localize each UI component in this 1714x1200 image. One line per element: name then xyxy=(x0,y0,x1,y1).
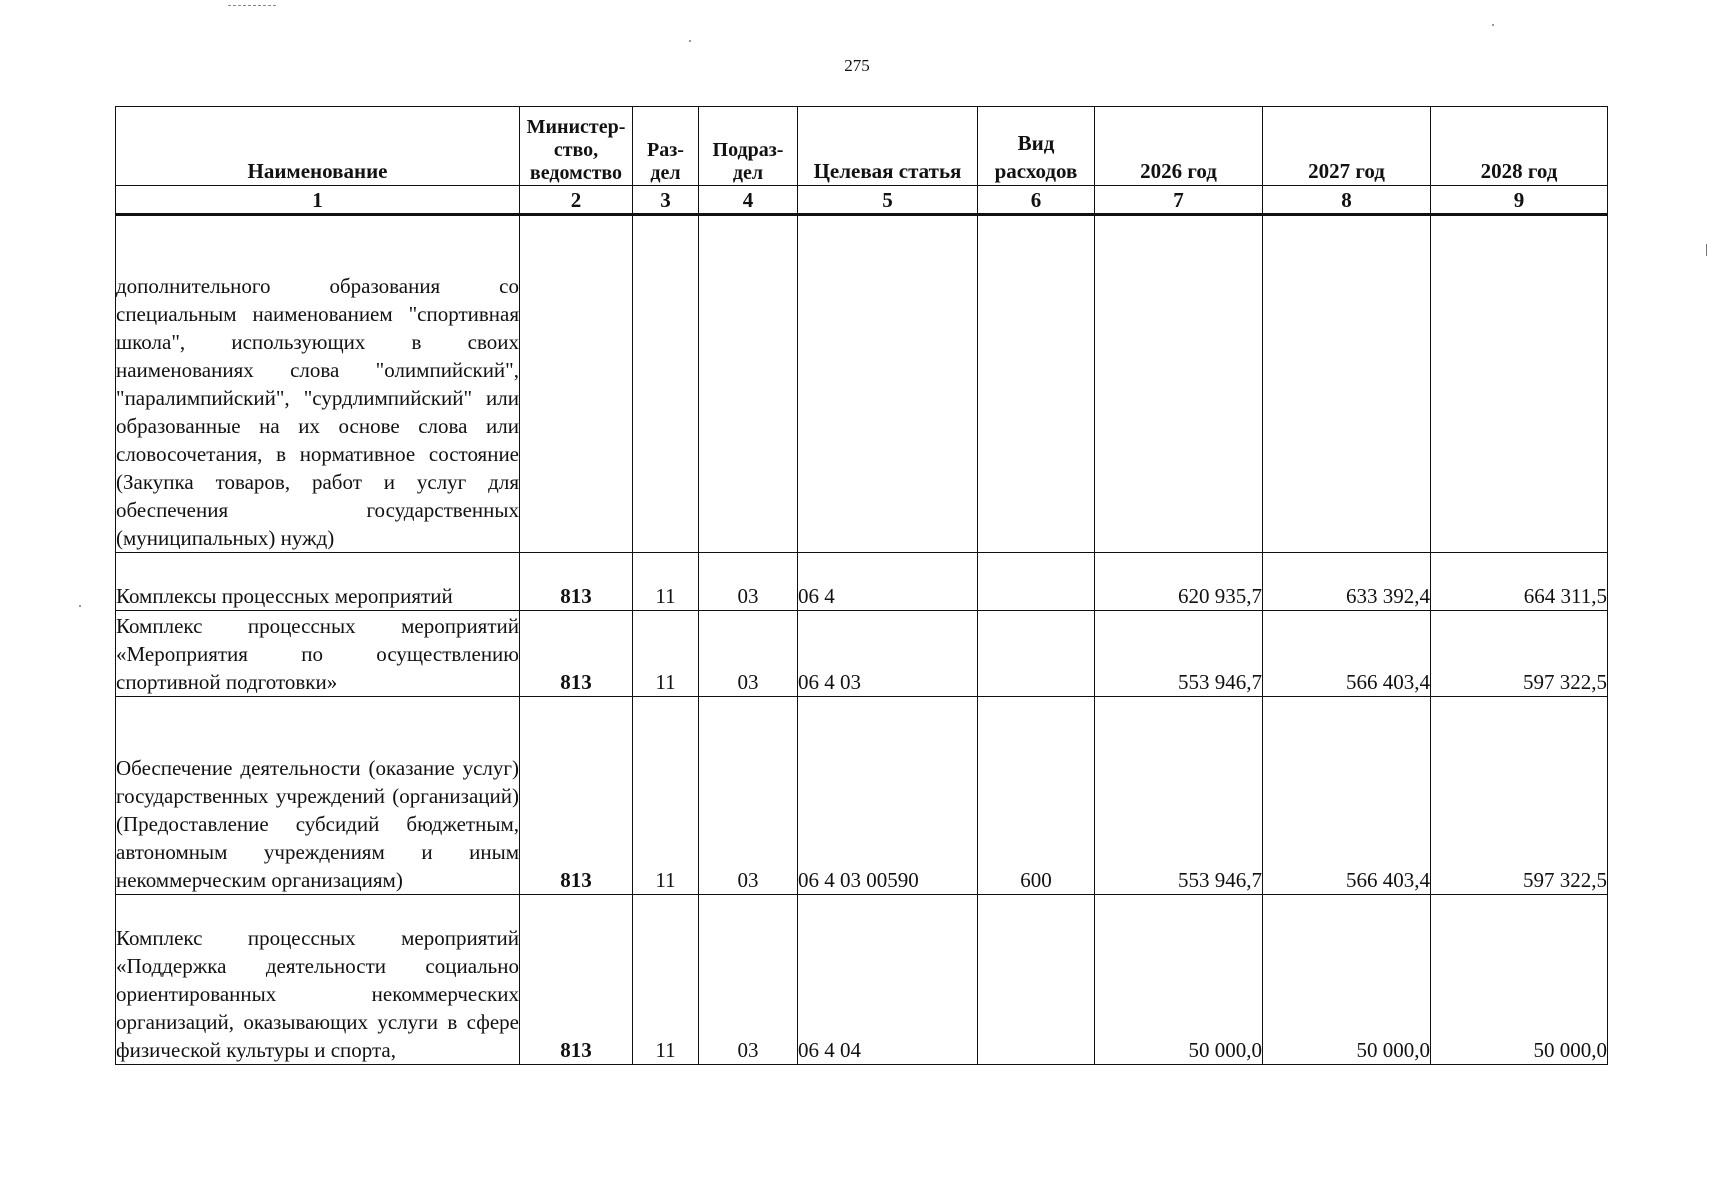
row-amount-2027: 566 403,4 xyxy=(1263,697,1431,895)
table-row xyxy=(116,895,1608,1065)
row-subsection xyxy=(699,215,798,553)
header-target-article: Целевая статья xyxy=(798,107,978,186)
column-number: 5 xyxy=(798,186,978,215)
table-row xyxy=(116,611,1608,697)
column-number: 8 xyxy=(1263,186,1431,215)
row-amount-2027: 566 403,4 xyxy=(1263,611,1431,697)
row-target-article: 06 4 03 xyxy=(798,611,978,697)
header-year-2026: 2026 год xyxy=(1095,107,1263,186)
row-section: 11 xyxy=(633,553,699,611)
row-ministry: 813 xyxy=(520,697,633,895)
row-section: 11 xyxy=(633,697,699,895)
header-subsection: Подраз-дел xyxy=(699,107,798,186)
column-number-row xyxy=(116,186,1608,215)
row-amount-2028: 597 322,5 xyxy=(1431,611,1608,697)
row-expense-type xyxy=(978,215,1095,553)
row-amount-2028: 597 322,5 xyxy=(1431,697,1608,895)
header-year-2028: 2028 год xyxy=(1431,107,1608,186)
column-number: 2 xyxy=(520,186,633,215)
row-name: Комплексы процессных мероприятий xyxy=(116,553,520,611)
budget-table xyxy=(115,106,1608,1065)
table-row xyxy=(116,553,1608,611)
row-amount-2028 xyxy=(1431,215,1608,553)
row-name: Комплекс процессных мероприятий «Поддержка деятельности социально ориентированных некоммерческих организаций, оказывающих услуги в сфере физической культуры и спорта, xyxy=(116,895,520,1065)
scan-artifact xyxy=(228,5,276,6)
row-target-article: 06 4 03 00590 xyxy=(798,697,978,895)
scan-artifact xyxy=(1492,24,1494,26)
table-row xyxy=(116,697,1608,895)
page-number: 275 xyxy=(844,56,870,75)
column-number: 6 xyxy=(978,186,1095,215)
row-subsection: 03 xyxy=(699,895,798,1065)
row-name: Обеспечение деятельности (оказание услуг) государственных учреждений (организаций) (Предоставление субсидий бюджетным, автономным учреждениям и иным некоммерческим организациям) xyxy=(116,697,520,895)
header-ministry: Министер-ство, ведомство xyxy=(520,107,633,186)
row-amount-2028: 664 311,5 xyxy=(1431,553,1608,611)
row-subsection: 03 xyxy=(699,697,798,895)
row-ministry xyxy=(520,215,633,553)
scan-artifact xyxy=(689,40,691,42)
header-year-2027: 2027 год xyxy=(1263,107,1431,186)
row-expense-type xyxy=(978,611,1095,697)
column-number: 1 xyxy=(116,186,520,215)
header-name: Наименование xyxy=(116,107,520,186)
row-ministry: 813 xyxy=(520,553,633,611)
row-section xyxy=(633,215,699,553)
row-subsection: 03 xyxy=(699,611,798,697)
row-target-article xyxy=(798,215,978,553)
column-number: 3 xyxy=(633,186,699,215)
column-number: 7 xyxy=(1095,186,1263,215)
row-expense-type: 600 xyxy=(978,697,1095,895)
column-number: 4 xyxy=(699,186,798,215)
row-amount-2026: 620 935,7 xyxy=(1095,553,1263,611)
row-ministry: 813 xyxy=(520,895,633,1065)
row-amount-2026 xyxy=(1095,215,1263,553)
header-section: Раз-дел xyxy=(633,107,699,186)
header-expense-type: Вид расходов xyxy=(978,107,1095,186)
row-amount-2027: 50 000,0 xyxy=(1263,895,1431,1065)
row-expense-type xyxy=(978,553,1095,611)
row-section: 11 xyxy=(633,611,699,697)
row-subsection: 03 xyxy=(699,553,798,611)
row-name: дополнительного образования со специальным наименованием "спортивная школа", использующих в своих наименованиях слова "олимпийский", "паралимпийский", "сурдлимпийский" или образованные на их основе слова или словосочетания, в нормативное состояние (Закупка товаров, работ и услуг для обеспечения государственных (муниципальных) нужд) xyxy=(116,215,520,553)
row-amount-2028: 50 000,0 xyxy=(1431,895,1608,1065)
row-amount-2026: 553 946,7 xyxy=(1095,697,1263,895)
row-name: Комплекс процессных мероприятий «Мероприятия по осуществлению спортивной подготовки» xyxy=(116,611,520,697)
row-section: 11 xyxy=(633,895,699,1065)
row-amount-2027 xyxy=(1263,215,1431,553)
row-amount-2026: 553 946,7 xyxy=(1095,611,1263,697)
row-expense-type xyxy=(978,895,1095,1065)
row-target-article: 06 4 xyxy=(798,553,978,611)
row-target-article: 06 4 04 xyxy=(798,895,978,1065)
row-amount-2027: 633 392,4 xyxy=(1263,553,1431,611)
row-amount-2026: 50 000,0 xyxy=(1095,895,1263,1065)
header-row xyxy=(116,107,1608,186)
table-row xyxy=(116,215,1608,553)
scan-artifact xyxy=(79,605,81,607)
row-ministry: 813 xyxy=(520,611,633,697)
column-number: 9 xyxy=(1431,186,1608,215)
scan-artifact xyxy=(1706,244,1707,256)
